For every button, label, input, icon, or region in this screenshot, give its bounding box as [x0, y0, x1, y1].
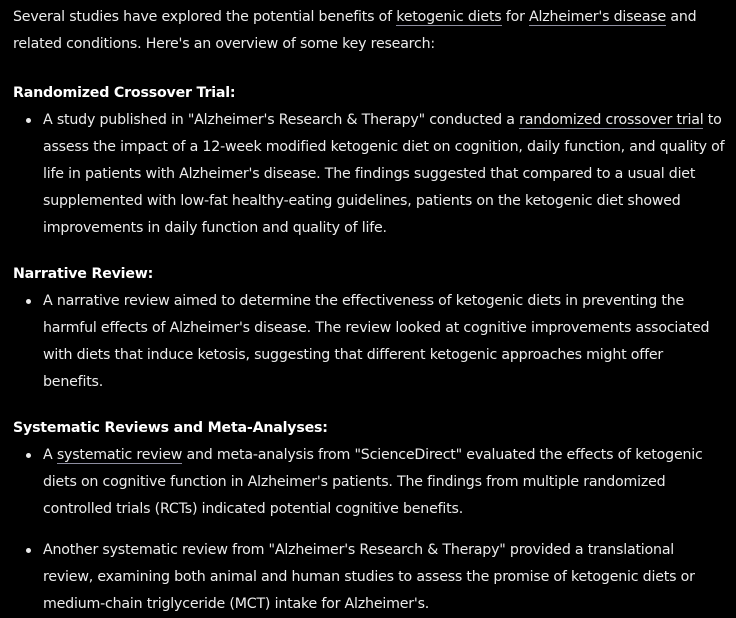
- bullet-text: and meta-analysis from "ScienceDirect" evaluated the effects of ketogenic diets on cognitive function in Alzheimer's patients. The findings from multiple randomized controlled trials (RCTs) indicated potential cognitive benefits.: [43, 447, 703, 517]
- bullet-text: to assess the impact of a 12-week modified ketogenic diet on cognition, daily function, and quality of life in patients with Alzheimer's disease. The findings suggested that compared to a usual diet supplemented with low-fat healthy-eating guidelines, patients on the ketogenic diet showed improvements in daily function and quality of life.: [43, 112, 725, 236]
- systematic-list: [13, 442, 726, 618]
- list-item: A narrative review aimed to determine the effectiveness of ketogenic diets in preventing the harmful effects of Alzheimer's disease. The review looked at cognitive improvements associated with diets that induce ketosis, suggesting that different ketogenic approaches might offer benefits.: [43, 288, 726, 396]
- section-heading-rct: Randomized Crossover Trial:: [13, 85, 236, 101]
- intro-paragraph: [13, 4, 726, 58]
- ketogenic-diets-link[interactable]: ketogenic diets: [396, 9, 502, 25]
- alzheimers-disease-link[interactable]: Alzheimer's disease: [529, 9, 667, 25]
- bullet-text: A: [43, 447, 57, 463]
- intro-text: for: [501, 9, 530, 25]
- section-heading-narrative: Narrative Review:: [13, 266, 154, 282]
- randomized-crossover-trial-link[interactable]: randomized crossover trial: [519, 112, 704, 128]
- list-item: [43, 442, 726, 523]
- section-heading-systematic: Systematic Reviews and Meta-Analyses:: [13, 420, 328, 436]
- narrative-list: [13, 288, 726, 396]
- list-item: Another systematic review from "Alzheimer's Research & Therapy" provided a translational review, examining both animal and human studies to assess the promise of ketogenic diets or medium-chain triglyceride (MCT) intake for Alzheimer's.: [43, 537, 726, 618]
- rct-list: [13, 107, 726, 242]
- intro-text: and related conditions. Here's an overview of some key research:: [13, 9, 697, 52]
- intro-text: Several studies have explored the potential benefits of: [13, 9, 397, 25]
- list-item: [43, 107, 726, 242]
- bullet-text: A study published in "Alzheimer's Research & Therapy" conducted a: [43, 112, 520, 128]
- systematic-review-link[interactable]: systematic review: [56, 447, 183, 463]
